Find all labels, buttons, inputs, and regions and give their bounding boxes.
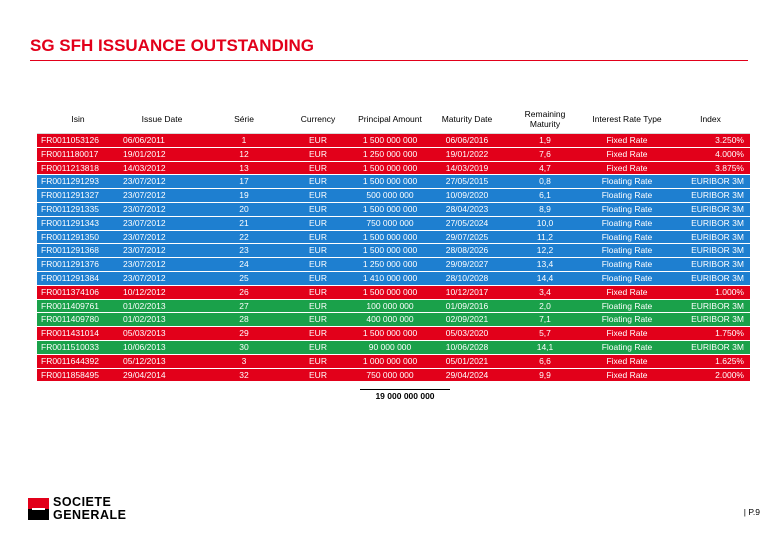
cell-currency: EUR xyxy=(283,285,353,299)
header-serie: Série xyxy=(205,105,283,134)
cell-remaining: 3,4 xyxy=(507,285,583,299)
cell-isin: FR0011180017 xyxy=(37,147,119,161)
cell-issue-date: 23/07/2012 xyxy=(119,175,205,189)
cell-index: EURIBOR 3M xyxy=(671,299,750,313)
cell-currency: EUR xyxy=(283,134,353,148)
cell-remaining: 9,9 xyxy=(507,368,583,382)
table-header-row xyxy=(37,105,750,134)
cell-issue-date: 10/06/2013 xyxy=(119,340,205,354)
cell-serie: 29 xyxy=(205,327,283,341)
table-row xyxy=(37,313,750,327)
cell-maturity-date: 05/03/2020 xyxy=(427,327,507,341)
table-row xyxy=(37,161,750,175)
table-row xyxy=(37,175,750,189)
cell-index: EURIBOR 3M xyxy=(671,216,750,230)
cell-serie: 25 xyxy=(205,271,283,285)
cell-index: 3.250% xyxy=(671,134,750,148)
cell-isin: FR0011409761 xyxy=(37,299,119,313)
cell-principal: 1 500 000 000 xyxy=(353,134,427,148)
cell-maturity-date: 19/01/2022 xyxy=(427,147,507,161)
cell-index: EURIBOR 3M xyxy=(671,189,750,203)
cell-issue-date: 23/07/2012 xyxy=(119,202,205,216)
cell-rate-type: Floating Rate xyxy=(583,299,671,313)
cell-issue-date: 19/01/2012 xyxy=(119,147,205,161)
logo-text xyxy=(53,496,126,521)
cell-remaining: 4,7 xyxy=(507,161,583,175)
table-row xyxy=(37,134,750,148)
cell-rate-type: Fixed Rate xyxy=(583,327,671,341)
page-title: SG SFH ISSUANCE OUTSTANDING xyxy=(30,36,314,55)
cell-index: 2.000% xyxy=(671,368,750,382)
cell-principal: 750 000 000 xyxy=(353,368,427,382)
cell-maturity-date: 10/09/2020 xyxy=(427,189,507,203)
table-row xyxy=(37,189,750,203)
cell-remaining: 14,1 xyxy=(507,340,583,354)
cell-maturity-date: 01/09/2016 xyxy=(427,299,507,313)
cell-remaining: 13,4 xyxy=(507,258,583,272)
cell-remaining: 2,0 xyxy=(507,299,583,313)
cell-currency: EUR xyxy=(283,147,353,161)
cell-currency: EUR xyxy=(283,327,353,341)
cell-index: EURIBOR 3M xyxy=(671,340,750,354)
cell-remaining: 6,1 xyxy=(507,189,583,203)
cell-issue-date: 23/07/2012 xyxy=(119,189,205,203)
cell-serie: 17 xyxy=(205,175,283,189)
cell-principal: 1 500 000 000 xyxy=(353,202,427,216)
cell-currency: EUR xyxy=(283,299,353,313)
cell-remaining: 8,9 xyxy=(507,202,583,216)
cell-rate-type: Fixed Rate xyxy=(583,134,671,148)
header-currency: Currency xyxy=(283,105,353,134)
cell-rate-type: Floating Rate xyxy=(583,258,671,272)
header-index: Index xyxy=(671,105,750,134)
cell-issue-date: 29/04/2014 xyxy=(119,368,205,382)
cell-isin: FR0011291376 xyxy=(37,258,119,272)
cell-currency: EUR xyxy=(283,189,353,203)
cell-maturity-date: 29/07/2025 xyxy=(427,230,507,244)
logo-line2: GENERALE xyxy=(53,507,127,522)
header-issue-date: Issue Date xyxy=(119,105,205,134)
cell-issue-date: 05/03/2013 xyxy=(119,327,205,341)
cell-principal: 400 000 000 xyxy=(353,313,427,327)
cell-principal: 750 000 000 xyxy=(353,216,427,230)
cell-issue-date: 10/12/2012 xyxy=(119,285,205,299)
cell-principal: 90 000 000 xyxy=(353,340,427,354)
table-row xyxy=(37,216,750,230)
cell-maturity-date: 14/03/2019 xyxy=(427,161,507,175)
cell-index: EURIBOR 3M xyxy=(671,230,750,244)
cell-issue-date: 23/07/2012 xyxy=(119,258,205,272)
cell-currency: EUR xyxy=(283,230,353,244)
cell-currency: EUR xyxy=(283,258,353,272)
cell-serie: 20 xyxy=(205,202,283,216)
cell-maturity-date: 02/09/2021 xyxy=(427,313,507,327)
table-row xyxy=(37,258,750,272)
cell-currency: EUR xyxy=(283,216,353,230)
cell-isin: FR0011291343 xyxy=(37,216,119,230)
table-body xyxy=(37,134,750,382)
cell-serie: 12 xyxy=(205,147,283,161)
cell-maturity-date: 29/04/2024 xyxy=(427,368,507,382)
cell-principal: 500 000 000 xyxy=(353,189,427,203)
cell-principal: 1 500 000 000 xyxy=(353,285,427,299)
cell-isin: FR0011858495 xyxy=(37,368,119,382)
cell-index: 4.000% xyxy=(671,147,750,161)
cell-serie: 27 xyxy=(205,299,283,313)
cell-maturity-date: 05/01/2021 xyxy=(427,354,507,368)
table-row xyxy=(37,244,750,258)
cell-rate-type: Floating Rate xyxy=(583,216,671,230)
cell-maturity-date: 28/08/2026 xyxy=(427,244,507,258)
cell-serie: 19 xyxy=(205,189,283,203)
cell-currency: EUR xyxy=(283,175,353,189)
cell-principal: 1 500 000 000 xyxy=(353,230,427,244)
cell-rate-type: Fixed Rate xyxy=(583,161,671,175)
cell-currency: EUR xyxy=(283,161,353,175)
cell-isin: FR0011291368 xyxy=(37,244,119,258)
cell-currency: EUR xyxy=(283,340,353,354)
header-remaining: Remaining Maturity xyxy=(507,105,583,134)
cell-index: EURIBOR 3M xyxy=(671,271,750,285)
cell-currency: EUR xyxy=(283,202,353,216)
cell-isin: FR0011291350 xyxy=(37,230,119,244)
table-row xyxy=(37,285,750,299)
cell-rate-type: Floating Rate xyxy=(583,271,671,285)
cell-index: EURIBOR 3M xyxy=(671,244,750,258)
cell-isin: FR0011053126 xyxy=(37,134,119,148)
cell-currency: EUR xyxy=(283,354,353,368)
cell-serie: 32 xyxy=(205,368,283,382)
cell-serie: 13 xyxy=(205,161,283,175)
cell-serie: 1 xyxy=(205,134,283,148)
cell-remaining: 0,8 xyxy=(507,175,583,189)
total-divider xyxy=(360,389,450,390)
table-row xyxy=(37,202,750,216)
table-row xyxy=(37,327,750,341)
header-rate-type: Interest Rate Type xyxy=(583,105,671,134)
cell-issue-date: 23/07/2012 xyxy=(119,216,205,230)
cell-principal: 100 000 000 xyxy=(353,299,427,313)
cell-serie: 23 xyxy=(205,244,283,258)
cell-remaining: 7,6 xyxy=(507,147,583,161)
cell-isin: FR0011291293 xyxy=(37,175,119,189)
header-principal: Principal Amount xyxy=(353,105,427,134)
table-row xyxy=(37,340,750,354)
cell-remaining: 12,2 xyxy=(507,244,583,258)
header-isin: Isin xyxy=(37,105,119,134)
cell-isin: FR0011291384 xyxy=(37,271,119,285)
total-amount: 19 000 000 000 xyxy=(375,391,435,401)
cell-serie: 28 xyxy=(205,313,283,327)
cell-index: EURIBOR 3M xyxy=(671,313,750,327)
logo-mark-icon xyxy=(28,498,49,520)
table-row xyxy=(37,147,750,161)
page-number: | P.9 xyxy=(743,507,760,517)
cell-principal: 1 500 000 000 xyxy=(353,327,427,341)
cell-index: EURIBOR 3M xyxy=(671,202,750,216)
cell-index: 1.000% xyxy=(671,285,750,299)
cell-remaining: 6,6 xyxy=(507,354,583,368)
cell-isin: FR0011374106 xyxy=(37,285,119,299)
logo-line1: SOCIETE xyxy=(53,495,112,509)
cell-currency: EUR xyxy=(283,368,353,382)
cell-rate-type: Floating Rate xyxy=(583,175,671,189)
table-row xyxy=(37,368,750,382)
cell-principal: 1 500 000 000 xyxy=(353,175,427,189)
cell-isin: FR0011291335 xyxy=(37,202,119,216)
cell-maturity-date: 10/12/2017 xyxy=(427,285,507,299)
cell-issue-date: 14/03/2012 xyxy=(119,161,205,175)
table-row xyxy=(37,230,750,244)
cell-principal: 1 410 000 000 xyxy=(353,271,427,285)
cell-issue-date: 23/07/2012 xyxy=(119,244,205,258)
cell-index: EURIBOR 3M xyxy=(671,175,750,189)
cell-maturity-date: 27/05/2024 xyxy=(427,216,507,230)
cell-issue-date: 06/06/2011 xyxy=(119,134,205,148)
cell-serie: 26 xyxy=(205,285,283,299)
cell-rate-type: Fixed Rate xyxy=(583,368,671,382)
cell-remaining: 1,9 xyxy=(507,134,583,148)
cell-rate-type: Fixed Rate xyxy=(583,285,671,299)
cell-maturity-date: 27/05/2015 xyxy=(427,175,507,189)
cell-principal: 1 250 000 000 xyxy=(353,258,427,272)
cell-rate-type: Floating Rate xyxy=(583,230,671,244)
title-divider xyxy=(30,60,748,61)
cell-rate-type: Floating Rate xyxy=(583,244,671,258)
table-row xyxy=(37,354,750,368)
issuance-table xyxy=(37,105,750,382)
cell-isin: FR0011644392 xyxy=(37,354,119,368)
cell-principal: 1 000 000 000 xyxy=(353,354,427,368)
cell-isin: FR0011291327 xyxy=(37,189,119,203)
cell-maturity-date: 28/10/2028 xyxy=(427,271,507,285)
cell-serie: 21 xyxy=(205,216,283,230)
cell-isin: FR0011431014 xyxy=(37,327,119,341)
cell-currency: EUR xyxy=(283,313,353,327)
cell-rate-type: Fixed Rate xyxy=(583,354,671,368)
cell-remaining: 5,7 xyxy=(507,327,583,341)
cell-maturity-date: 28/04/2023 xyxy=(427,202,507,216)
table-row xyxy=(37,299,750,313)
cell-remaining: 7,1 xyxy=(507,313,583,327)
cell-isin: FR0011213818 xyxy=(37,161,119,175)
cell-issue-date: 01/02/2013 xyxy=(119,313,205,327)
cell-serie: 24 xyxy=(205,258,283,272)
cell-remaining: 11,2 xyxy=(507,230,583,244)
cell-issue-date: 23/07/2012 xyxy=(119,230,205,244)
cell-currency: EUR xyxy=(283,244,353,258)
cell-serie: 3 xyxy=(205,354,283,368)
cell-index: 1.750% xyxy=(671,327,750,341)
header-maturity-date: Maturity Date xyxy=(427,105,507,134)
cell-maturity-date: 29/09/2027 xyxy=(427,258,507,272)
cell-rate-type: Floating Rate xyxy=(583,202,671,216)
cell-remaining: 10,0 xyxy=(507,216,583,230)
cell-issue-date: 23/07/2012 xyxy=(119,271,205,285)
cell-index: EURIBOR 3M xyxy=(671,258,750,272)
cell-serie: 22 xyxy=(205,230,283,244)
cell-isin: FR0011510033 xyxy=(37,340,119,354)
cell-rate-type: Floating Rate xyxy=(583,340,671,354)
cell-currency: EUR xyxy=(283,271,353,285)
cell-index: 3.875% xyxy=(671,161,750,175)
table-row xyxy=(37,271,750,285)
cell-principal: 1 500 000 000 xyxy=(353,161,427,175)
cell-principal: 1 500 000 000 xyxy=(353,244,427,258)
cell-issue-date: 01/02/2013 xyxy=(119,299,205,313)
cell-principal: 1 250 000 000 xyxy=(353,147,427,161)
cell-rate-type: Floating Rate xyxy=(583,313,671,327)
cell-issue-date: 05/12/2013 xyxy=(119,354,205,368)
cell-serie: 30 xyxy=(205,340,283,354)
cell-maturity-date: 06/06/2016 xyxy=(427,134,507,148)
cell-index: 1.625% xyxy=(671,354,750,368)
cell-rate-type: Fixed Rate xyxy=(583,147,671,161)
cell-maturity-date: 10/06/2028 xyxy=(427,340,507,354)
cell-isin: FR0011409780 xyxy=(37,313,119,327)
cell-rate-type: Floating Rate xyxy=(583,189,671,203)
cell-remaining: 14,4 xyxy=(507,271,583,285)
